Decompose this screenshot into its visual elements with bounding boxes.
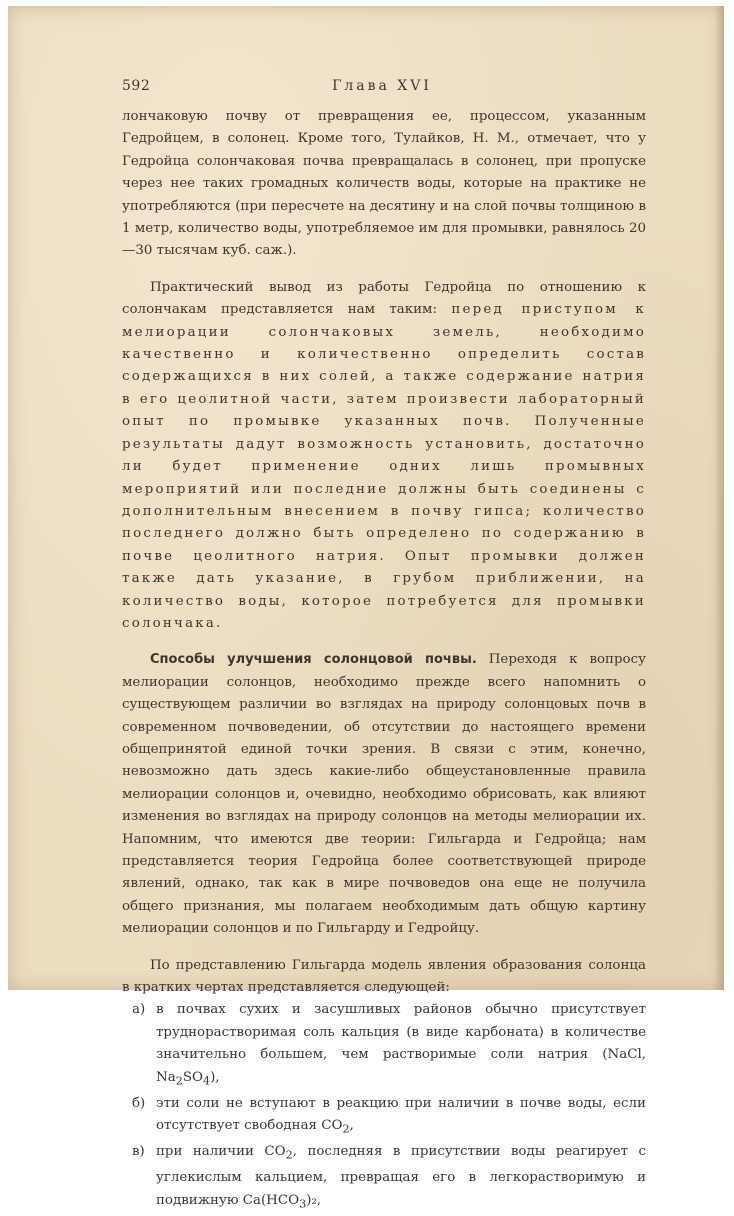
subscript: 2 [285,1148,293,1162]
paragraph-practical-conclusion [122,277,646,636]
document-page [8,6,724,1211]
page-edge-shadow [714,6,724,990]
list-item-text: SO [182,1069,203,1085]
list-item [122,999,646,1092]
subscript: 2 [175,1074,183,1088]
list-item [122,1141,646,1216]
list-item-text: при наличии CO [156,1144,286,1160]
list-marker: б) [132,1095,146,1111]
paragraph-hilgard-model: По представлению Гильгарда модель явления образования солонца в кратких чертах представляется следующей: [122,957,646,996]
paragraph-section [122,649,646,940]
list-marker: в) [132,1144,145,1160]
list-marker: а) [132,1002,146,1018]
list-item-text: )₂, [306,1192,322,1208]
paragraph-spaced-emphasis: перед приступом к мелиорации солончаковых земель, необходимо качественно и количественно определить состав содержащихся в них солей, а также содержание натрия в его цеолитной части, затем произвести лабораторный опыт по промывке указанных почв. Полученные результаты дадут возможность установить, достаточно ли будет применение одних лишь промывных мероприятий или последние должны быть соединены с дополнительным внесением в почву гипса; количество последнего должно быть определено по содержанию в почве цеолитного натрия. Опыт промывки должен также дать указание, в грубом приближении, на количество воды, которое потребуется для промывки солончака. [122,302,646,631]
chapter-title: Глава XVI [332,78,432,94]
paragraph-lead-text: Практический вывод из работы Гедройца по отношению к солончакам представляется нам таким: [122,279,646,318]
list-item-text: , последняя в присутствии воды реагирует с углекислым кальцием, превращая его в легкорастворимую и подвижную Ca(HCO [156,1144,647,1208]
list-item [122,1093,646,1141]
subscript: 3 [299,1197,307,1211]
list-item-text: эти соли не вступают в реакцию при наличии в почве воды, если отсутствует свободная CO [156,1095,646,1134]
page-body [122,106,646,1216]
running-head [122,78,642,98]
section-text: Переходя к вопросу мелиорации солонцов, необходимо прежде всего напомнить о существующем различии во взглядах на природу солонцовых почв в современном почвоведении, об отсутствии до настоящего времени общепринятой единой точки зрения. В связи с этим, конечно, невозможно дать здесь какие-либо общеустановленные правила мелиорации солонцов и, очевидно, необходимо обрисовать, как влияют изменения во взглядах на природу солонцов на методы мелиорации их. Напомним, что имеются две теории: Гильгарда и Гедройца; нам представляется теория Гедройца более соответствующей природе явлений, однако, так как в мире почвоведов она еще не получила общего признания, мы полагаем необходимым дать общую картину мелиорации солонцов и по Гильгарду и Гедройцу. [122,652,646,937]
section-heading: Способы улучшения солонцовой почвы. [150,652,477,668]
list-item-text: в почвах сухих и засушливых районов обычно присутствует труднорастворимая соль кальция (в виде карбоната) в количестве значительно большем, чем растворимые соли натрия (NaCl, Na [156,1002,646,1085]
subscript: 2 [342,1122,350,1136]
model-list [122,999,646,1215]
list-item-text: , [349,1118,354,1134]
paragraph-continued: лончаковую почву от превращения ее, процессом, указанным Гедройцем, в солонец. Кроме того, Тулайков, Н. М., отмечает, что у Гедройца солончаковая почва превращалась в солонец, при пропуске через нее таких громадных количеств воды, которые на практике не употребляются (при пересчете на десятину и на слой почвы толщиною в 1 метр, количество воды, употребляемое им для промывки, равнялось 20—30 тысячам куб. саж.). [122,109,646,259]
subscript: 4 [202,1074,211,1088]
page-number: 592 [122,78,151,94]
list-item-text: ), [210,1069,220,1085]
